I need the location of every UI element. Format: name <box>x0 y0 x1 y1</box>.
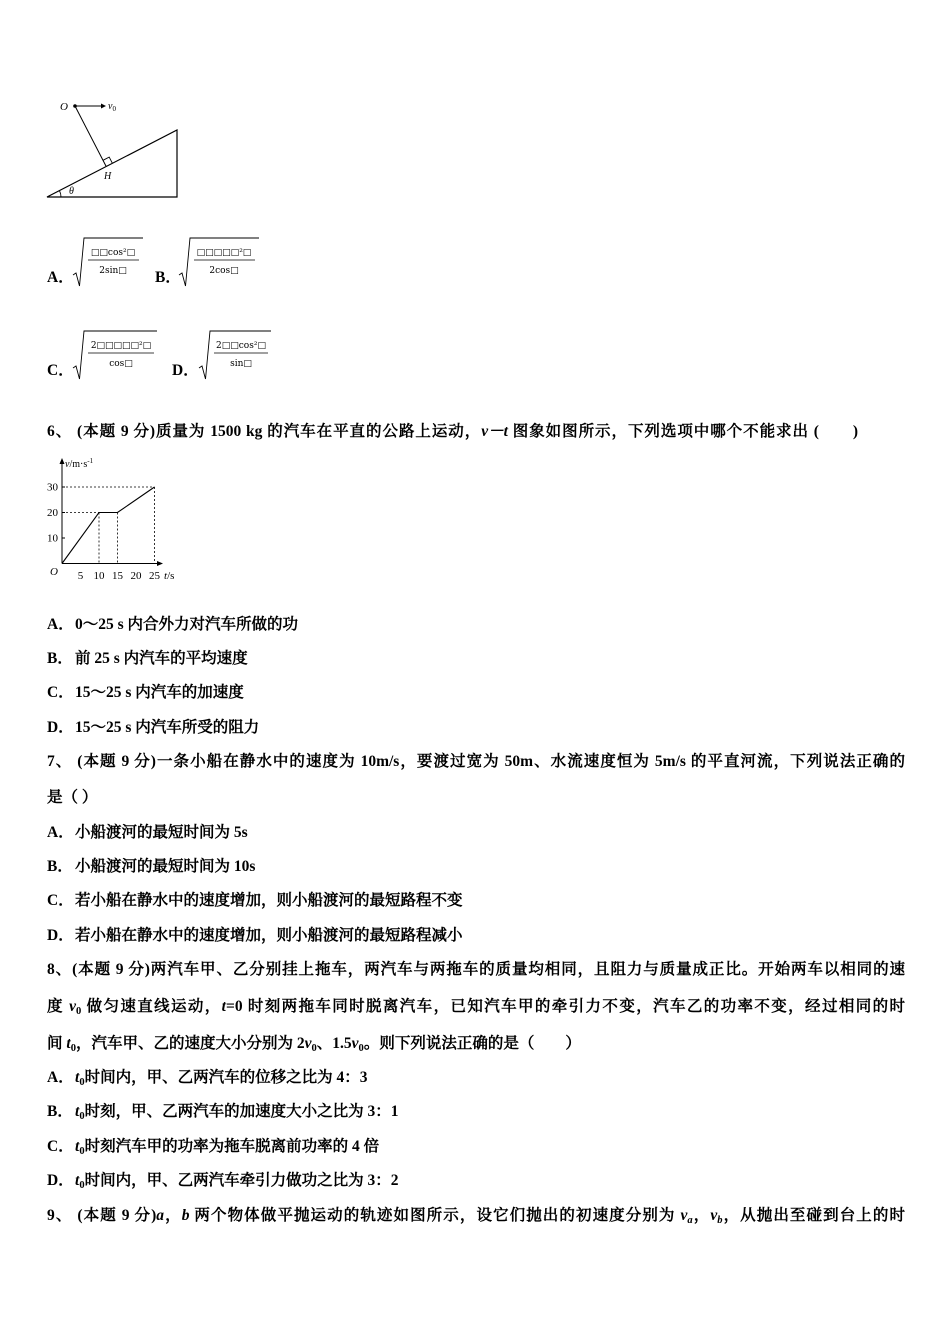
x-tick-label-25: 25 <box>149 570 160 582</box>
x-tick-label-15: 15 <box>112 570 123 582</box>
stem-text: 、1.5 <box>316 1035 352 1052</box>
option-label: C． <box>47 684 74 701</box>
stem-text: =0 时刻两拖车同时脱离汽车，已知汽车甲的牵引力不变，汽车乙的功率不变，经过相同的时 <box>225 998 905 1015</box>
x-axis-symbol: t <box>164 570 168 582</box>
variable-t: t <box>75 1138 80 1155</box>
stem-text: ， <box>692 1207 711 1224</box>
option-text: 0～25 s 内合外力对汽车所做的功 <box>75 616 299 633</box>
y-axis-symbol: v <box>65 459 70 470</box>
q6-option-c <box>47 681 244 705</box>
subscript-0: 0 <box>79 1179 85 1191</box>
perpendicular-line <box>75 106 106 167</box>
origin-label: O <box>50 566 58 578</box>
denominator: sin□ <box>230 359 252 369</box>
q5-option-d-formula <box>198 327 272 383</box>
radical-sign <box>199 331 271 379</box>
vt-graph <box>40 455 185 585</box>
variable-v: v <box>304 1035 312 1052</box>
x-axis-unit: /s <box>167 570 175 582</box>
denominator: 2cos□ <box>209 266 239 276</box>
option-text: 时间内，甲、乙两汽车牵引力做功之比为 3：2 <box>84 1172 399 1189</box>
option-label: B． <box>47 858 73 875</box>
x-tick-label-20: 20 <box>130 570 142 582</box>
foot-h-label: H <box>104 171 112 182</box>
subscript-b: b <box>717 1214 723 1226</box>
radical-sign <box>179 238 259 286</box>
subscript-0: 0 <box>311 1042 317 1054</box>
subscript-0: 0 <box>76 1005 82 1017</box>
q7-option-b <box>47 855 255 879</box>
q5-option-b-label: B． <box>155 269 181 286</box>
y-tick-label-10: 10 <box>47 532 58 545</box>
y-axis-label <box>65 457 94 470</box>
variable-v: v <box>69 998 77 1015</box>
velocity-label <box>108 101 116 113</box>
variable-v: v <box>351 1035 359 1052</box>
q8-option-d <box>47 1169 398 1193</box>
y-axis-arrowhead <box>60 458 65 464</box>
subscript-a: a <box>687 1214 693 1226</box>
option-text: 15～25 s 内汽车的加速度 <box>75 684 244 701</box>
variable-v: v <box>680 1207 688 1224</box>
q6-stem <box>47 420 858 444</box>
y-tick-label-20: 20 <box>47 507 58 519</box>
q6-option-b <box>47 647 248 671</box>
velocity-arrowhead <box>101 104 106 109</box>
q6-stem-intro: 6、 (本题 9 分)质量为 1500 kg 的汽车在平直的公路上运动， <box>47 423 482 440</box>
q6-option-a <box>47 613 298 637</box>
q5-option-a-label: A． <box>47 269 74 286</box>
q7-stem-line2: 是（ ） <box>47 789 98 806</box>
numerator: 2□□cos²□ <box>216 341 266 351</box>
numerator: □□□□□²□ <box>196 248 252 258</box>
guide-lines <box>62 487 155 564</box>
stem-text: ，汽车甲、乙的速度大小分别为 2 <box>75 1035 305 1052</box>
subscript-0: 0 <box>70 1042 76 1054</box>
option-text: 前 25 s 内汽车的平均速度 <box>75 650 248 667</box>
q6-stem-vt-symbol: v－t <box>481 423 508 440</box>
option-text: 小船渡河的最短时间为 5s <box>75 824 248 841</box>
velocity-subscript: 0 <box>112 105 116 113</box>
subscript-0: 0 <box>79 1076 85 1088</box>
x-axis-label <box>164 570 174 582</box>
q7-option-c <box>47 889 463 913</box>
option-label: D． <box>47 719 74 736</box>
variable-t: t <box>221 998 226 1015</box>
y-axis-unit-exponent: -1 <box>87 457 94 465</box>
denominator: cos□ <box>109 359 133 369</box>
stem-text: 度 <box>47 998 70 1015</box>
variable-t: t <box>75 1172 80 1189</box>
subscript-0: 0 <box>79 1110 85 1122</box>
stem-text: 9、 (本题 9 分) <box>47 1207 157 1224</box>
option-label: D． <box>47 1172 74 1189</box>
variable-v: v <box>710 1207 718 1224</box>
stem-text: 。则下列说法正确的是（ ） <box>363 1035 581 1052</box>
velocity-curve <box>62 487 155 564</box>
q7-option-a <box>47 821 248 845</box>
q8-option-c <box>47 1135 379 1159</box>
option-label: A． <box>47 824 74 841</box>
variable-b: b <box>181 1207 190 1224</box>
q5-option-b-formula <box>178 234 260 290</box>
subscript-0: 0 <box>79 1145 85 1157</box>
option-label: A． <box>47 616 74 633</box>
option-label: C． <box>47 1138 74 1155</box>
angle-theta-label: θ <box>69 186 74 197</box>
q7-option-d <box>47 924 463 948</box>
stem-text: 两个物体做平抛运动的轨迹如图所示，设它们抛出的初速度分别为 <box>189 1207 681 1224</box>
radical-sign <box>73 331 157 379</box>
stem-text: 间 <box>47 1035 67 1052</box>
option-text: 若小船在静水中的速度增加，则小船渡河的最短路程不变 <box>75 892 463 909</box>
option-text: 若小船在静水中的速度增加，则小船渡河的最短路程减小 <box>75 927 463 944</box>
incline-diagram <box>40 95 185 205</box>
q8-option-a <box>47 1066 367 1090</box>
angle-arc <box>59 191 61 197</box>
x-tick-label-10: 10 <box>93 570 105 582</box>
option-label: C． <box>47 892 74 909</box>
q9-stem-line1 <box>47 1204 905 1228</box>
option-label: B． <box>47 1103 73 1120</box>
y-axis-unit: /m·s <box>69 459 88 470</box>
stem-text: ， <box>164 1207 182 1224</box>
x-tick-label-5: 5 <box>77 570 84 582</box>
q6-stem-question: 图象如图所示，下列选项中哪个不能求出 ( ) <box>507 423 858 440</box>
variable-t: t <box>75 1069 80 1086</box>
q8-stem-line3 <box>47 1032 581 1056</box>
option-label: D． <box>47 927 74 944</box>
option-label: B． <box>47 650 73 667</box>
q5-option-a-formula <box>72 234 144 290</box>
numerator: □□cos²□ <box>90 248 136 258</box>
numerator: 2□□□□□²□ <box>90 341 152 351</box>
denominator: 2sin□ <box>99 266 127 276</box>
q8-stem-line2 <box>47 995 905 1019</box>
velocity-symbol: v <box>108 101 113 112</box>
q8-option-b <box>47 1100 398 1124</box>
stem-text: 做匀速直线运动， <box>81 998 222 1015</box>
variable-t: t <box>66 1035 71 1052</box>
option-label: A． <box>47 1069 74 1086</box>
option-text: 时间内，甲、乙两汽车的位移之比为 4：3 <box>84 1069 368 1086</box>
point-o-label: O <box>60 101 68 113</box>
radical-sign <box>73 238 143 286</box>
variable-a: a <box>156 1207 165 1224</box>
option-text: 时刻，甲、乙两汽车的加速度大小之比为 3：1 <box>84 1103 399 1120</box>
q5-option-d-label: D． <box>172 362 199 379</box>
stem-text: ，从抛出至碰到台上的时 <box>722 1207 905 1224</box>
variable-t: t <box>75 1103 80 1120</box>
q8-stem-line1 <box>47 958 905 982</box>
option-text: 小船渡河的最短时间为 10s <box>75 858 256 875</box>
stem-text: 8、(本题 9 分)两汽车甲、乙分别挂上拖车，两汽车与两拖车的质量均相同，且阻力与质量成正比。开始两车以相同的速 <box>47 961 905 978</box>
q7-stem-line1: 7、 (本题 9 分)一条小船在静水中的速度为 10m/s，要渡过宽为 50m、水流速度恒为 5m/s 的平直河流，下列说法正确的 <box>47 753 905 770</box>
y-tick-label-30: 30 <box>47 481 58 494</box>
x-axis-arrowhead <box>157 561 163 566</box>
q5-option-c-formula <box>72 327 158 383</box>
subscript-0: 0 <box>358 1042 364 1054</box>
q5-option-c-label: C． <box>47 362 74 379</box>
option-text: 时刻汽车甲的功率为拖车脱离前功率的 4 倍 <box>84 1138 380 1155</box>
q6-option-d <box>47 716 259 740</box>
option-text: 15～25 s 内汽车所受的阻力 <box>75 719 260 736</box>
